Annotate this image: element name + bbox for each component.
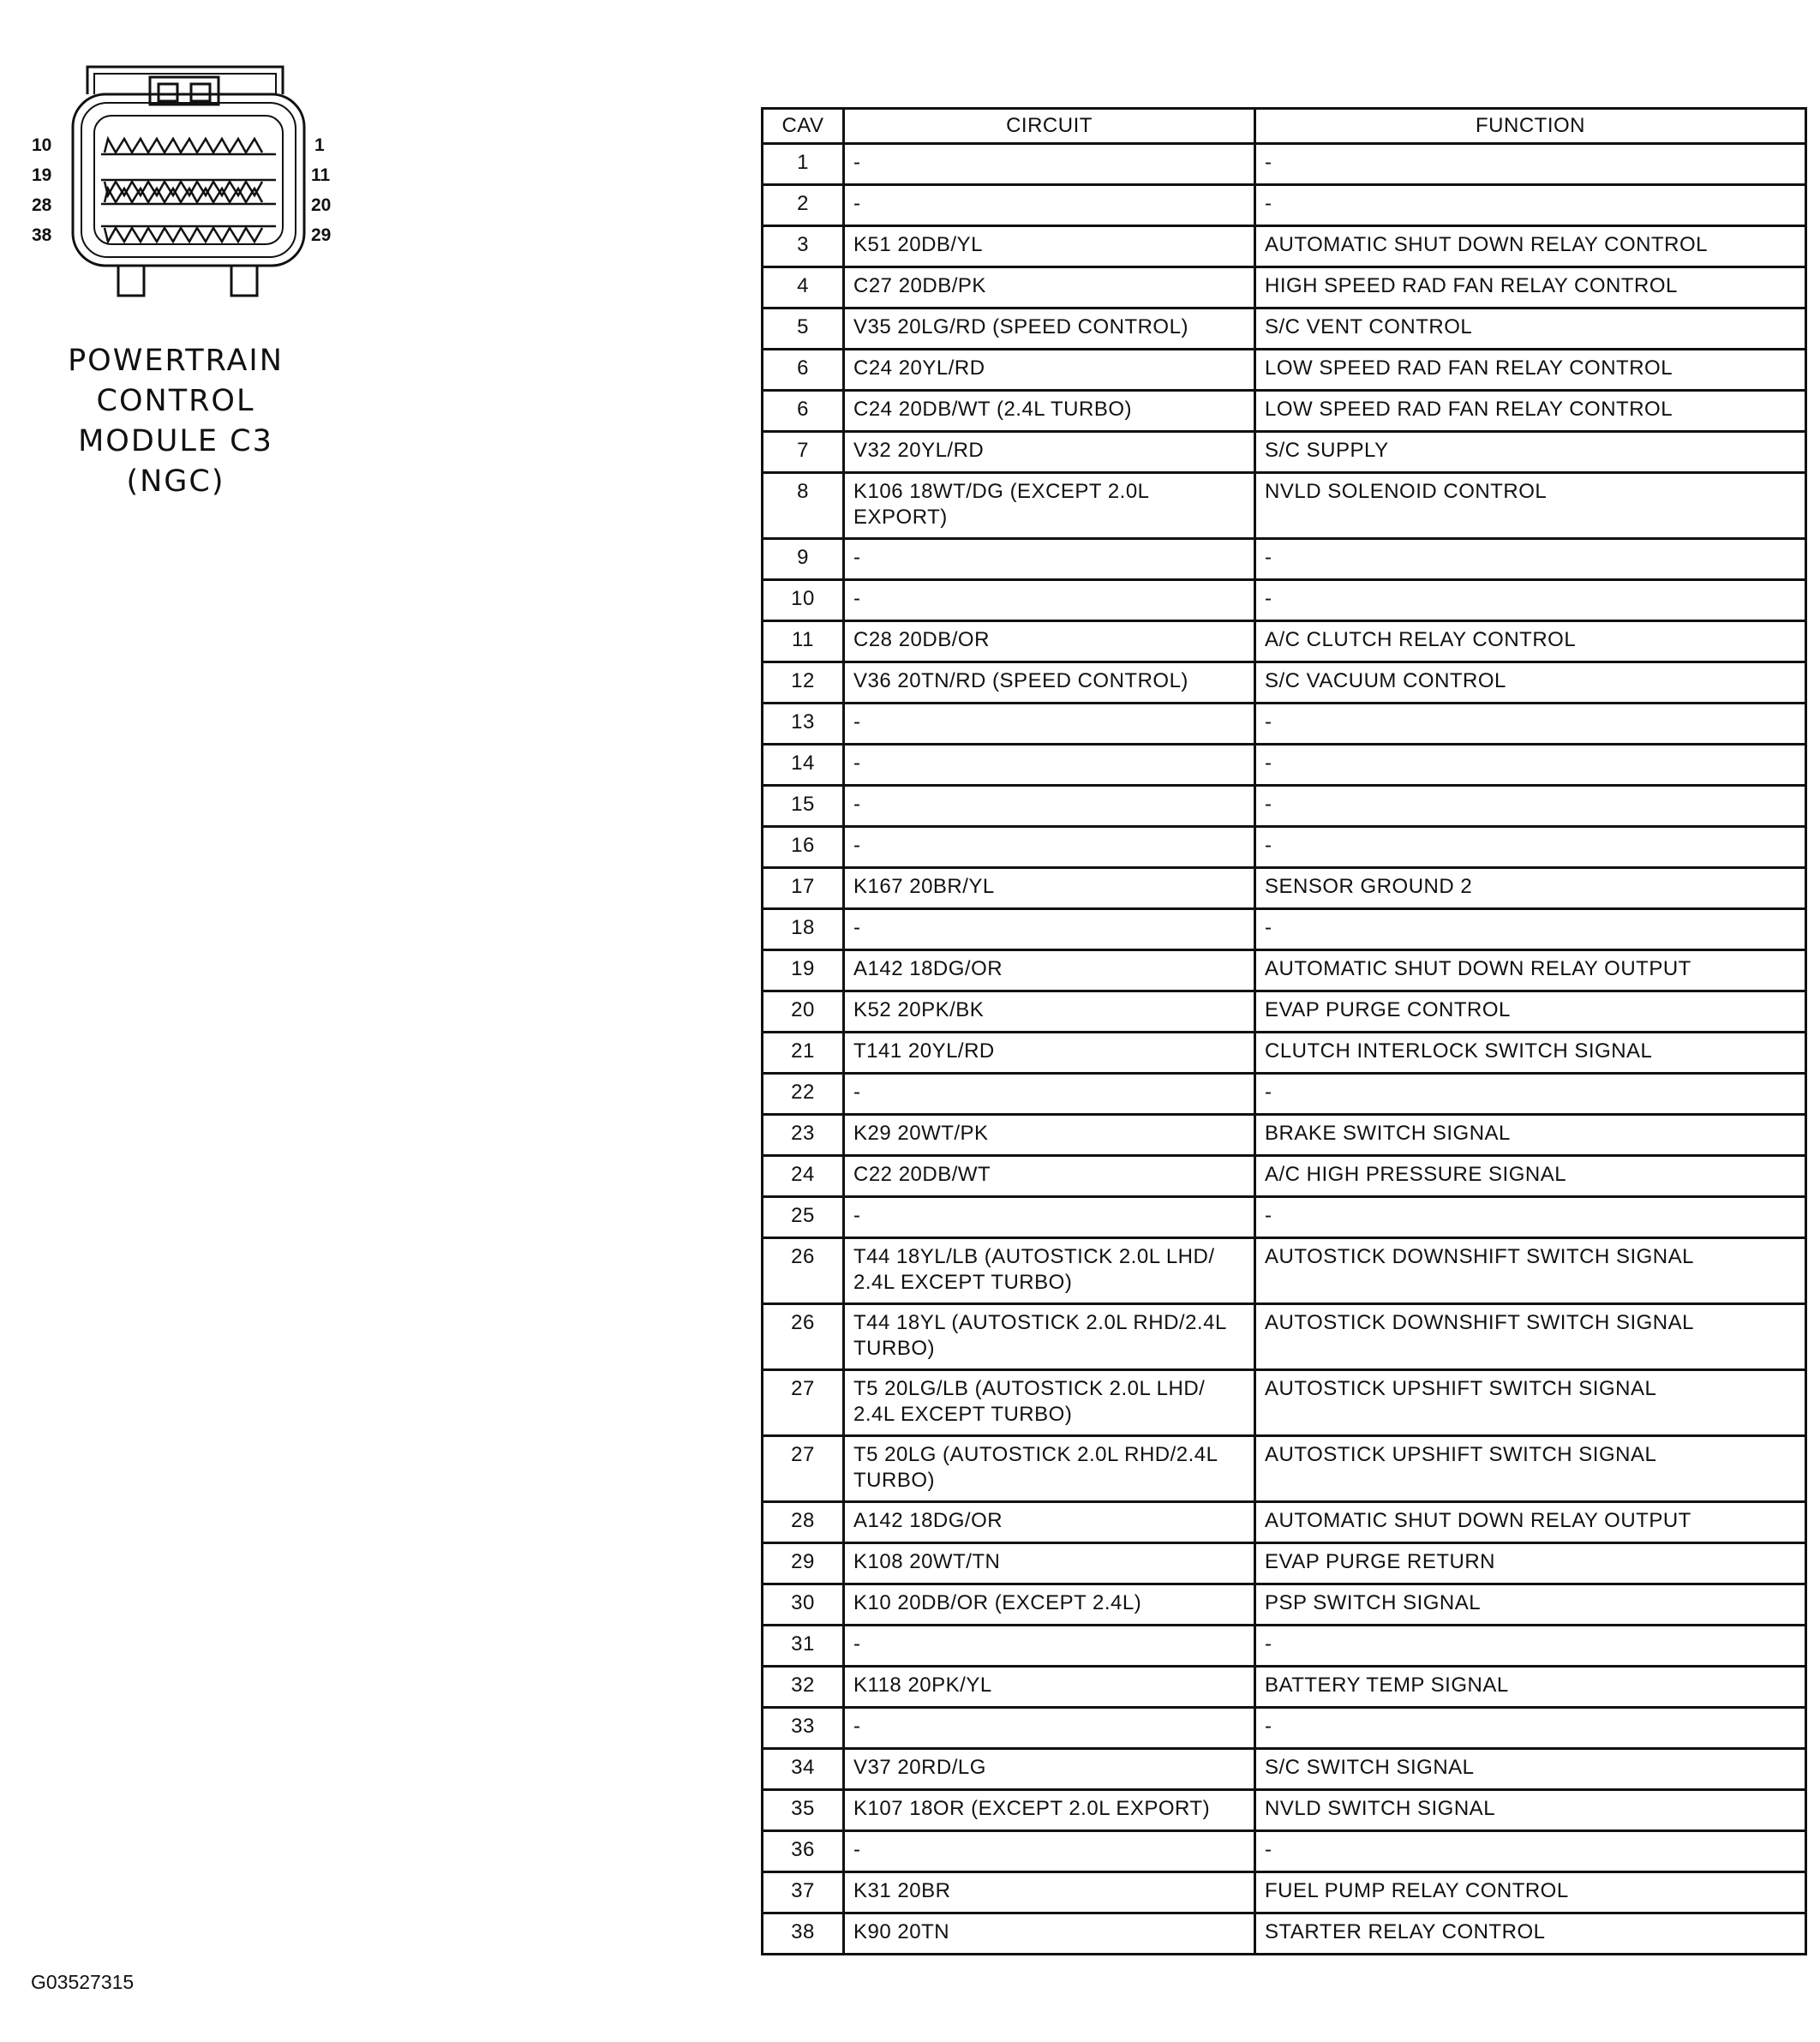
function-cell: -: [1255, 144, 1806, 185]
function-cell: -: [1255, 704, 1806, 745]
function-cell: AUTOSTICK DOWNSHIFT SWITCH SIGNAL: [1255, 1238, 1806, 1304]
function-cell: -: [1255, 539, 1806, 580]
module-title-line: MODULE C3: [78, 424, 273, 458]
table-row: [763, 1831, 1806, 1872]
table-row: [763, 1074, 1806, 1115]
circuit-cell: -: [844, 1831, 1255, 1872]
table-row: [763, 1033, 1806, 1074]
cav-cell: 30: [763, 1584, 844, 1626]
function-cell: -: [1255, 1626, 1806, 1667]
table-row: [763, 1115, 1806, 1156]
cav-cell: 24: [763, 1156, 844, 1197]
pinout-table: [761, 107, 1807, 1955]
table-row: [763, 267, 1806, 308]
cav-cell: 38: [763, 1913, 844, 1955]
circuit-cell: K106 18WT/DG (EXCEPT 2.0L EXPORT): [844, 473, 1255, 539]
function-cell: SENSOR GROUND 2: [1255, 868, 1806, 909]
pin-label-28: 28: [32, 195, 52, 215]
circuit-cell: T5 20LG (AUTOSTICK 2.0L RHD/2.4L TURBO): [844, 1436, 1255, 1502]
circuit-cell: K31 20BR: [844, 1872, 1255, 1913]
module-title-line: CONTROL: [96, 384, 255, 418]
circuit-cell: T5 20LG/LB (AUTOSTICK 2.0L LHD/ 2.4L EXCEPT TURBO): [844, 1370, 1255, 1436]
table-row: [763, 1436, 1806, 1502]
table-row: [763, 1708, 1806, 1749]
circuit-cell: A142 18DG/OR: [844, 950, 1255, 991]
cav-cell: 22: [763, 1074, 844, 1115]
circuit-cell: -: [844, 909, 1255, 950]
function-cell: AUTOMATIC SHUT DOWN RELAY OUTPUT: [1255, 1502, 1806, 1543]
circuit-cell: -: [844, 144, 1255, 185]
function-cell: AUTOMATIC SHUT DOWN RELAY CONTROL: [1255, 226, 1806, 267]
cav-cell: 11: [763, 621, 844, 662]
table-row: [763, 1304, 1806, 1370]
cav-cell: 12: [763, 662, 844, 704]
table-row: [763, 1197, 1806, 1238]
header-circuit: CIRCUIT: [844, 109, 1255, 144]
cav-cell: 25: [763, 1197, 844, 1238]
circuit-cell: K118 20PK/YL: [844, 1667, 1255, 1708]
table-row: [763, 704, 1806, 745]
circuit-cell: K10 20DB/OR (EXCEPT 2.4L): [844, 1584, 1255, 1626]
table-row: [763, 350, 1806, 391]
table-row: [763, 909, 1806, 950]
cav-cell: 6: [763, 391, 844, 432]
table-row: [763, 1584, 1806, 1626]
cav-cell: 37: [763, 1872, 844, 1913]
cav-cell: 33: [763, 1708, 844, 1749]
table-row: [763, 1156, 1806, 1197]
pin-label-11: 11: [311, 165, 331, 185]
circuit-cell: K90 20TN: [844, 1913, 1255, 1955]
cav-cell: 15: [763, 786, 844, 827]
cav-cell: 18: [763, 909, 844, 950]
circuit-cell: K107 18OR (EXCEPT 2.0L EXPORT): [844, 1790, 1255, 1831]
cav-cell: 7: [763, 432, 844, 473]
cav-cell: 2: [763, 185, 844, 226]
cav-cell: 16: [763, 827, 844, 868]
function-cell: AUTOSTICK UPSHIFT SWITCH SIGNAL: [1255, 1436, 1806, 1502]
function-cell: NVLD SWITCH SIGNAL: [1255, 1790, 1806, 1831]
table-row: [763, 786, 1806, 827]
cav-cell: 3: [763, 226, 844, 267]
cav-cell: 23: [763, 1115, 844, 1156]
function-cell: AUTOSTICK DOWNSHIFT SWITCH SIGNAL: [1255, 1304, 1806, 1370]
function-cell: LOW SPEED RAD FAN RELAY CONTROL: [1255, 391, 1806, 432]
cav-cell: 26: [763, 1304, 844, 1370]
table-row: [763, 580, 1806, 621]
table-row: [763, 827, 1806, 868]
table-row: [763, 1913, 1806, 1955]
table-row: [763, 391, 1806, 432]
circuit-cell: -: [844, 786, 1255, 827]
pin-label-19: 19: [32, 165, 52, 185]
cav-cell: 27: [763, 1436, 844, 1502]
cav-cell: 4: [763, 267, 844, 308]
function-cell: BRAKE SWITCH SIGNAL: [1255, 1115, 1806, 1156]
circuit-cell: -: [844, 1708, 1255, 1749]
function-cell: -: [1255, 1197, 1806, 1238]
pin-label-1: 1: [314, 135, 325, 155]
cav-cell: 21: [763, 1033, 844, 1074]
function-cell: FUEL PUMP RELAY CONTROL: [1255, 1872, 1806, 1913]
circuit-cell: C28 20DB/OR: [844, 621, 1255, 662]
function-cell: S/C SUPPLY: [1255, 432, 1806, 473]
pin-label-38: 38: [32, 225, 52, 245]
function-cell: A/C CLUTCH RELAY CONTROL: [1255, 621, 1806, 662]
cav-cell: 8: [763, 473, 844, 539]
connector-diagram: [26, 60, 351, 308]
cav-cell: 35: [763, 1790, 844, 1831]
cav-cell: 1: [763, 144, 844, 185]
cav-cell: 6: [763, 350, 844, 391]
function-cell: -: [1255, 580, 1806, 621]
cav-cell: 20: [763, 991, 844, 1033]
function-cell: CLUTCH INTERLOCK SWITCH SIGNAL: [1255, 1033, 1806, 1074]
function-cell: -: [1255, 185, 1806, 226]
table-row: [763, 662, 1806, 704]
function-cell: EVAP PURGE RETURN: [1255, 1543, 1806, 1584]
table-row: [763, 1543, 1806, 1584]
function-cell: STARTER RELAY CONTROL: [1255, 1913, 1806, 1955]
function-cell: NVLD SOLENOID CONTROL: [1255, 473, 1806, 539]
circuit-cell: K108 20WT/TN: [844, 1543, 1255, 1584]
function-cell: A/C HIGH PRESSURE SIGNAL: [1255, 1156, 1806, 1197]
table-row: [763, 1626, 1806, 1667]
circuit-cell: -: [844, 1074, 1255, 1115]
pinout-body: [763, 144, 1806, 1955]
circuit-cell: K51 20DB/YL: [844, 226, 1255, 267]
circuit-cell: T44 18YL (AUTOSTICK 2.0L RHD/2.4L TURBO): [844, 1304, 1255, 1370]
cav-cell: 19: [763, 950, 844, 991]
module-title-line: POWERTRAIN: [68, 344, 284, 378]
circuit-cell: V32 20YL/RD: [844, 432, 1255, 473]
circuit-cell: K52 20PK/BK: [844, 991, 1255, 1033]
table-row: [763, 621, 1806, 662]
function-cell: PSP SWITCH SIGNAL: [1255, 1584, 1806, 1626]
circuit-cell: V37 20RD/LG: [844, 1749, 1255, 1790]
pin-label-20: 20: [311, 195, 332, 215]
function-cell: S/C SWITCH SIGNAL: [1255, 1749, 1806, 1790]
cav-cell: 32: [763, 1667, 844, 1708]
circuit-cell: C24 20DB/WT (2.4L TURBO): [844, 391, 1255, 432]
table-row: [763, 539, 1806, 580]
circuit-cell: -: [844, 1197, 1255, 1238]
table-row: [763, 950, 1806, 991]
circuit-cell: -: [844, 580, 1255, 621]
circuit-cell: T141 20YL/RD: [844, 1033, 1255, 1074]
function-cell: LOW SPEED RAD FAN RELAY CONTROL: [1255, 350, 1806, 391]
circuit-cell: T44 18YL/LB (AUTOSTICK 2.0L LHD/ 2.4L EXCEPT TURBO): [844, 1238, 1255, 1304]
table-row: [763, 1370, 1806, 1436]
function-cell: HIGH SPEED RAD FAN RELAY CONTROL: [1255, 267, 1806, 308]
module-title: [51, 341, 300, 502]
circuit-cell: -: [844, 1626, 1255, 1667]
table-row: [763, 432, 1806, 473]
function-cell: S/C VENT CONTROL: [1255, 308, 1806, 350]
table-row: [763, 1667, 1806, 1708]
circuit-cell: -: [844, 539, 1255, 580]
circuit-cell: C22 20DB/WT: [844, 1156, 1255, 1197]
circuit-cell: V35 20LG/RD (SPEED CONTROL): [844, 308, 1255, 350]
pin-label-10: 10: [32, 135, 52, 155]
table-row: [763, 991, 1806, 1033]
function-cell: -: [1255, 827, 1806, 868]
cav-cell: 10: [763, 580, 844, 621]
function-cell: -: [1255, 745, 1806, 786]
circuit-cell: K29 20WT/PK: [844, 1115, 1255, 1156]
table-row: [763, 745, 1806, 786]
pin-row: [105, 228, 262, 242]
circuit-cell: -: [844, 827, 1255, 868]
function-cell: -: [1255, 786, 1806, 827]
function-cell: EVAP PURGE CONTROL: [1255, 991, 1806, 1033]
table-row: [763, 868, 1806, 909]
function-cell: -: [1255, 1831, 1806, 1872]
pin-row: [105, 139, 262, 153]
table-row: [763, 144, 1806, 185]
function-cell: -: [1255, 909, 1806, 950]
cav-cell: 27: [763, 1370, 844, 1436]
circuit-cell: A142 18DG/OR: [844, 1502, 1255, 1543]
table-row: [763, 226, 1806, 267]
circuit-cell: -: [844, 185, 1255, 226]
cav-cell: 26: [763, 1238, 844, 1304]
table-row: [763, 1502, 1806, 1543]
header-function: FUNCTION: [1255, 109, 1806, 144]
table-row: [763, 185, 1806, 226]
cav-cell: 34: [763, 1749, 844, 1790]
function-cell: -: [1255, 1074, 1806, 1115]
cav-cell: 5: [763, 308, 844, 350]
function-cell: BATTERY TEMP SIGNAL: [1255, 1667, 1806, 1708]
cav-cell: 28: [763, 1502, 844, 1543]
circuit-cell: C24 20YL/RD: [844, 350, 1255, 391]
circuit-cell: V36 20TN/RD (SPEED CONTROL): [844, 662, 1255, 704]
table-row: [763, 1749, 1806, 1790]
table-row: [763, 1790, 1806, 1831]
function-cell: -: [1255, 1708, 1806, 1749]
header-cav: CAV: [763, 109, 844, 144]
cav-cell: 14: [763, 745, 844, 786]
table-row: [763, 308, 1806, 350]
circuit-cell: K167 20BR/YL: [844, 868, 1255, 909]
cav-cell: 36: [763, 1831, 844, 1872]
pin-label-29: 29: [311, 225, 332, 245]
table-row: [763, 473, 1806, 539]
function-cell: AUTOMATIC SHUT DOWN RELAY OUTPUT: [1255, 950, 1806, 991]
figure-id: G03527315: [31, 1971, 135, 1993]
circuit-cell: -: [844, 745, 1255, 786]
function-cell: S/C VACUUM CONTROL: [1255, 662, 1806, 704]
module-title-line: (NGC): [126, 464, 225, 499]
cav-cell: 17: [763, 868, 844, 909]
circuit-cell: -: [844, 704, 1255, 745]
function-cell: AUTOSTICK UPSHIFT SWITCH SIGNAL: [1255, 1370, 1806, 1436]
cav-cell: 9: [763, 539, 844, 580]
cav-cell: 29: [763, 1543, 844, 1584]
circuit-cell: C27 20DB/PK: [844, 267, 1255, 308]
cav-cell: 13: [763, 704, 844, 745]
table-row: [763, 1872, 1806, 1913]
table-row: [763, 1238, 1806, 1304]
cav-cell: 31: [763, 1626, 844, 1667]
